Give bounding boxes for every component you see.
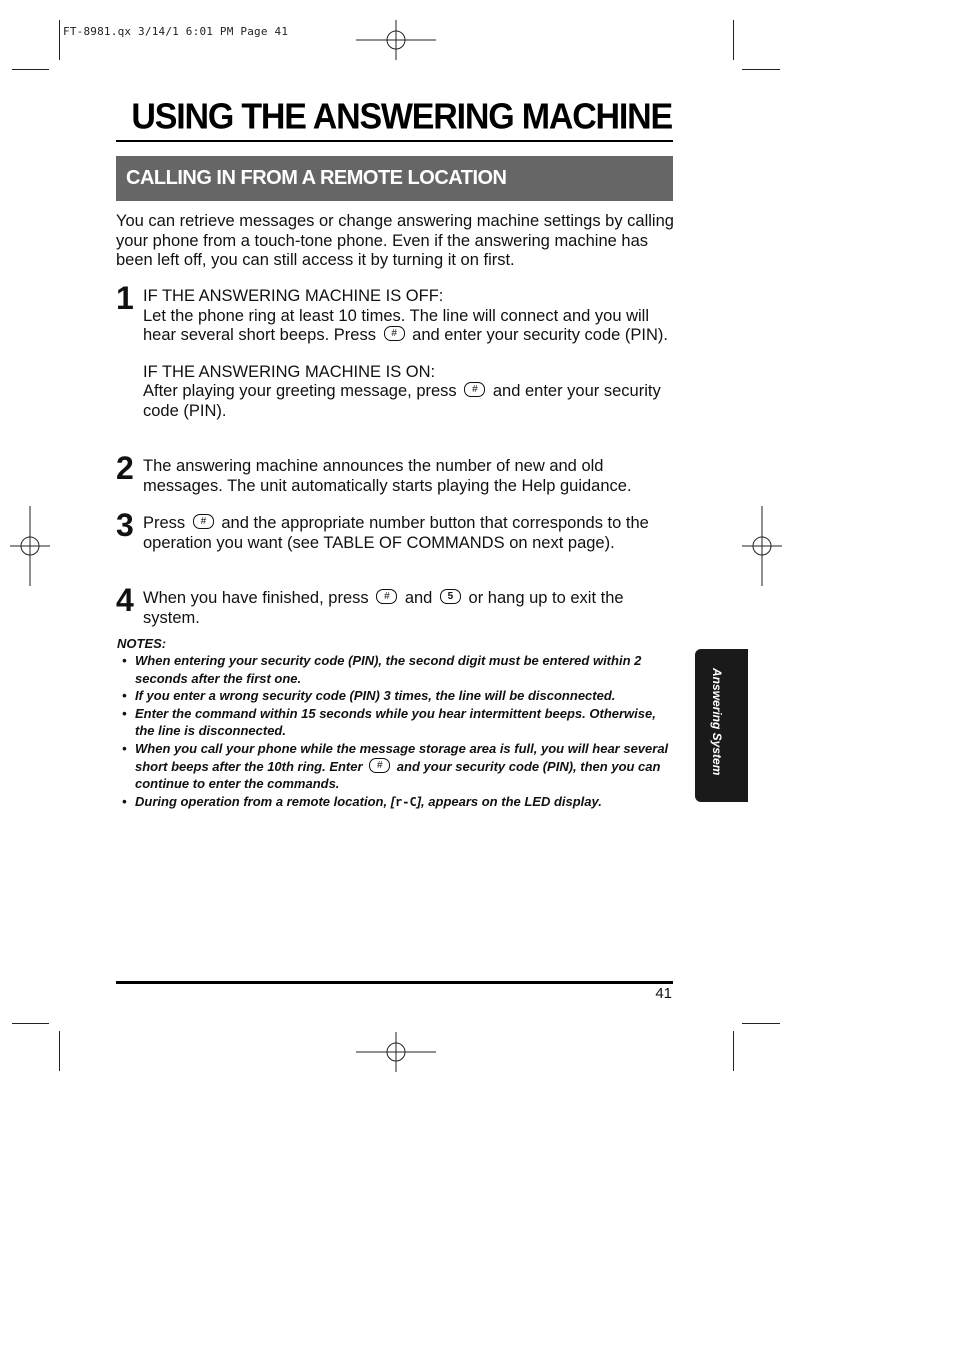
crop-mark [59,20,60,60]
hash-key-icon: # [384,326,405,341]
crop-mark [742,69,780,70]
note-item [117,705,677,740]
step-body [143,457,675,496]
hash-key-icon: # [376,589,397,604]
registration-mark-icon [356,20,436,60]
note-item [117,652,677,687]
registration-mark-icon [356,1032,436,1072]
title-divider [116,140,673,142]
section-heading: CALLING IN FROM A REMOTE LOCATION [116,156,673,201]
note-item [117,740,677,793]
hash-key-icon: # [464,382,485,397]
hash-key-icon: # [193,514,214,529]
bullet-icon: • [122,793,127,809]
intro-paragraph: You can retrieve messages or change answering machine settings by calling your phone from a touch-tone phone. Even if the answering machine has been left off, you can still access it by turning it on first. [116,212,674,270]
step-text-part: and the appropriate number button that corresponds to the operation you want (see TABLE OF COMMANDS on next page). [143,514,649,552]
step-text-part: When you have finished, press [143,589,369,607]
step-number: 1 [116,280,134,316]
crop-mark [733,20,734,60]
step-text-part: Press [143,514,186,532]
note-text: If you enter a wrong security code (PIN) 3 times, the line will be disconnected. [135,688,616,704]
crop-mark [12,69,49,70]
step-number: 2 [116,450,134,486]
step-text [143,382,675,421]
step-subheading: IF THE ANSWERING MACHINE IS ON: [143,362,436,381]
note-text: When entering your security code (PIN), the second digit must be entered within 2 seconds after the first one. [135,653,642,686]
step-text-part: and [404,589,433,607]
notes-list [117,652,677,811]
step-text-part: Let the phone ring at least 10 times. The line will connect and you will hear several short beeps. Press [143,306,649,344]
step-subheading: IF THE ANSWERING MACHINE IS OFF: [143,287,444,305]
crop-mark [742,1023,780,1024]
step-body [143,514,675,553]
step-text [143,307,675,346]
registration-mark-icon [10,506,50,586]
step-body [143,287,675,421]
note-text: ], appears on the LED display. [416,793,602,809]
registration-mark-icon [742,506,782,586]
footer-divider [116,981,673,984]
step-text-part: or hang up to exit the system. [143,589,624,627]
step-text-part: After playing your greeting message, press [143,382,457,400]
five-key-icon: 5 [440,589,461,604]
step-body [143,589,675,628]
crop-mark [59,1031,60,1071]
step-text-part: and enter your security code (PIN). [143,382,661,420]
page-title: USING THE ANSWERING MACHINE [131,97,672,137]
note-item [117,687,677,705]
step-text [143,589,675,628]
bullet-icon: • [122,688,127,704]
step-number: 4 [116,582,134,618]
crop-mark [12,1023,49,1024]
step-text: The answering machine announces the number of new and old messages. The unit automatically starts playing the Help guidance. [143,457,632,495]
led-display-text: r-C [395,794,417,809]
note-text: During operation from a remote location, [ [135,793,396,809]
hash-key-icon: # [369,758,390,773]
step-number: 3 [116,507,134,543]
note-text: When you call your phone while the message storage area is full, you will hear several short beeps after the 10th ring. Enter [135,740,669,774]
crop-mark [733,1031,734,1071]
note-text: Enter the command within 15 seconds while you hear intermittent beeps. Otherwise, the line is disconnected. [135,705,656,739]
step-text-part: and enter your security code (PIN). [412,326,669,344]
print-slug: FT-8981.qx 3/14/1 6:01 PM Page 41 [63,25,289,38]
page-number: 41 [655,985,672,1002]
step-text [143,514,675,553]
note-item [117,793,677,812]
notes-heading: NOTES: [117,636,167,651]
note-text: and your security code (PIN), then you can continue to enter the commands. [135,758,661,792]
bullet-icon: • [122,740,127,756]
side-tab-label: Answering System [710,668,724,776]
bullet-icon: • [122,653,127,668]
bullet-icon: • [122,705,127,721]
